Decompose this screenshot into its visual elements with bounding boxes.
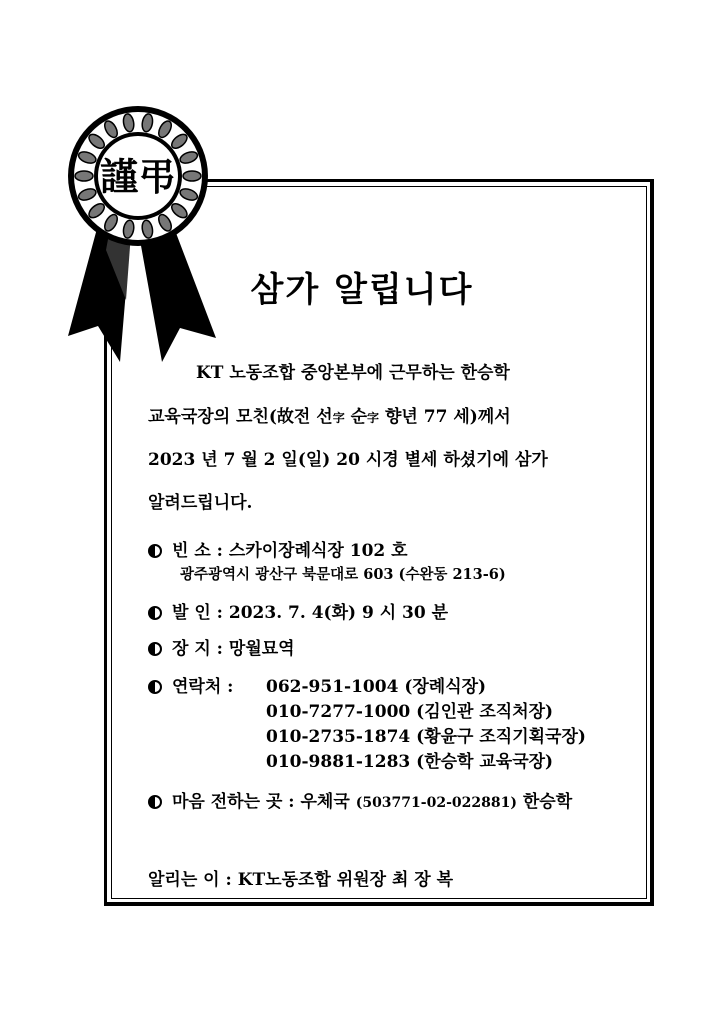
burial-row	[148, 634, 295, 659]
page-title: 삼가 알립니다	[250, 270, 474, 310]
body-line-4: 알려드립니다.	[148, 493, 253, 513]
condolence-label: 마음 전하는 곳 :	[172, 792, 295, 812]
sender-value: KT노동조합 위원장 최 장 복	[237, 870, 454, 890]
half-circle-bullet-icon	[148, 606, 162, 620]
departure-row	[148, 598, 448, 623]
emblem-text: 謹弔	[99, 154, 177, 199]
contact-row	[148, 672, 233, 697]
rosette-petal	[183, 171, 201, 181]
venue-address: 광주광역시 광산구 북문대로 603 (수완동 213-6)	[180, 566, 506, 583]
body-line-2-char1: 字	[332, 411, 345, 425]
condolence-holder: 한승학	[522, 792, 573, 812]
condolence-row	[148, 787, 572, 812]
body-line-2-post: 향년 77 세)께서	[379, 407, 511, 427]
mourning-ribbon-emblem	[40, 100, 240, 390]
body-line-2	[148, 402, 511, 427]
half-circle-bullet-icon	[148, 544, 162, 558]
venue-row	[148, 536, 408, 561]
contact-phone-3: 010-2735-1874 (황윤구 조직기획국장)	[266, 727, 586, 747]
body-line-3: 2023 년 7 월 2 일(일) 20 시경 별세 하셨기에 삼가	[148, 450, 548, 470]
contact-phone-4: 010-9881-1283 (한승학 교육국장)	[266, 752, 554, 772]
body-line-1: KT 노동조합 중앙본부에 근무하는 한승학	[196, 363, 510, 383]
departure-label: 발 인 :	[172, 603, 223, 623]
body-line-2-pre: 교육국장의 모친(故전 선	[148, 407, 333, 427]
half-circle-bullet-icon	[148, 680, 162, 694]
body-line-2-char2: 字	[367, 411, 380, 425]
body-line-2-mid: 순	[344, 407, 368, 427]
venue-value: 스카이장례식장 102 호	[228, 541, 408, 561]
departure-value: 2023. 7. 4(화) 9 시 30 분	[228, 603, 449, 623]
contact-label: 연락처 :	[172, 677, 234, 697]
half-circle-bullet-icon	[148, 642, 162, 656]
rosette-petal	[75, 171, 93, 181]
condolence-bank: 우체국	[300, 792, 350, 812]
burial-value: 망월묘역	[228, 639, 295, 659]
half-circle-bullet-icon	[148, 795, 162, 809]
burial-label: 장 지 :	[172, 639, 223, 659]
sender-row	[148, 865, 453, 890]
condolence-account: (503771-02-022881)	[355, 795, 517, 811]
contact-phone-1: 062-951-1004 (장례식장)	[266, 677, 487, 697]
venue-label: 빈 소 :	[172, 541, 223, 561]
contact-phone-2: 010-7277-1000 (김인관 조직처장)	[266, 702, 554, 722]
sender-label: 알리는 이 :	[148, 870, 232, 890]
